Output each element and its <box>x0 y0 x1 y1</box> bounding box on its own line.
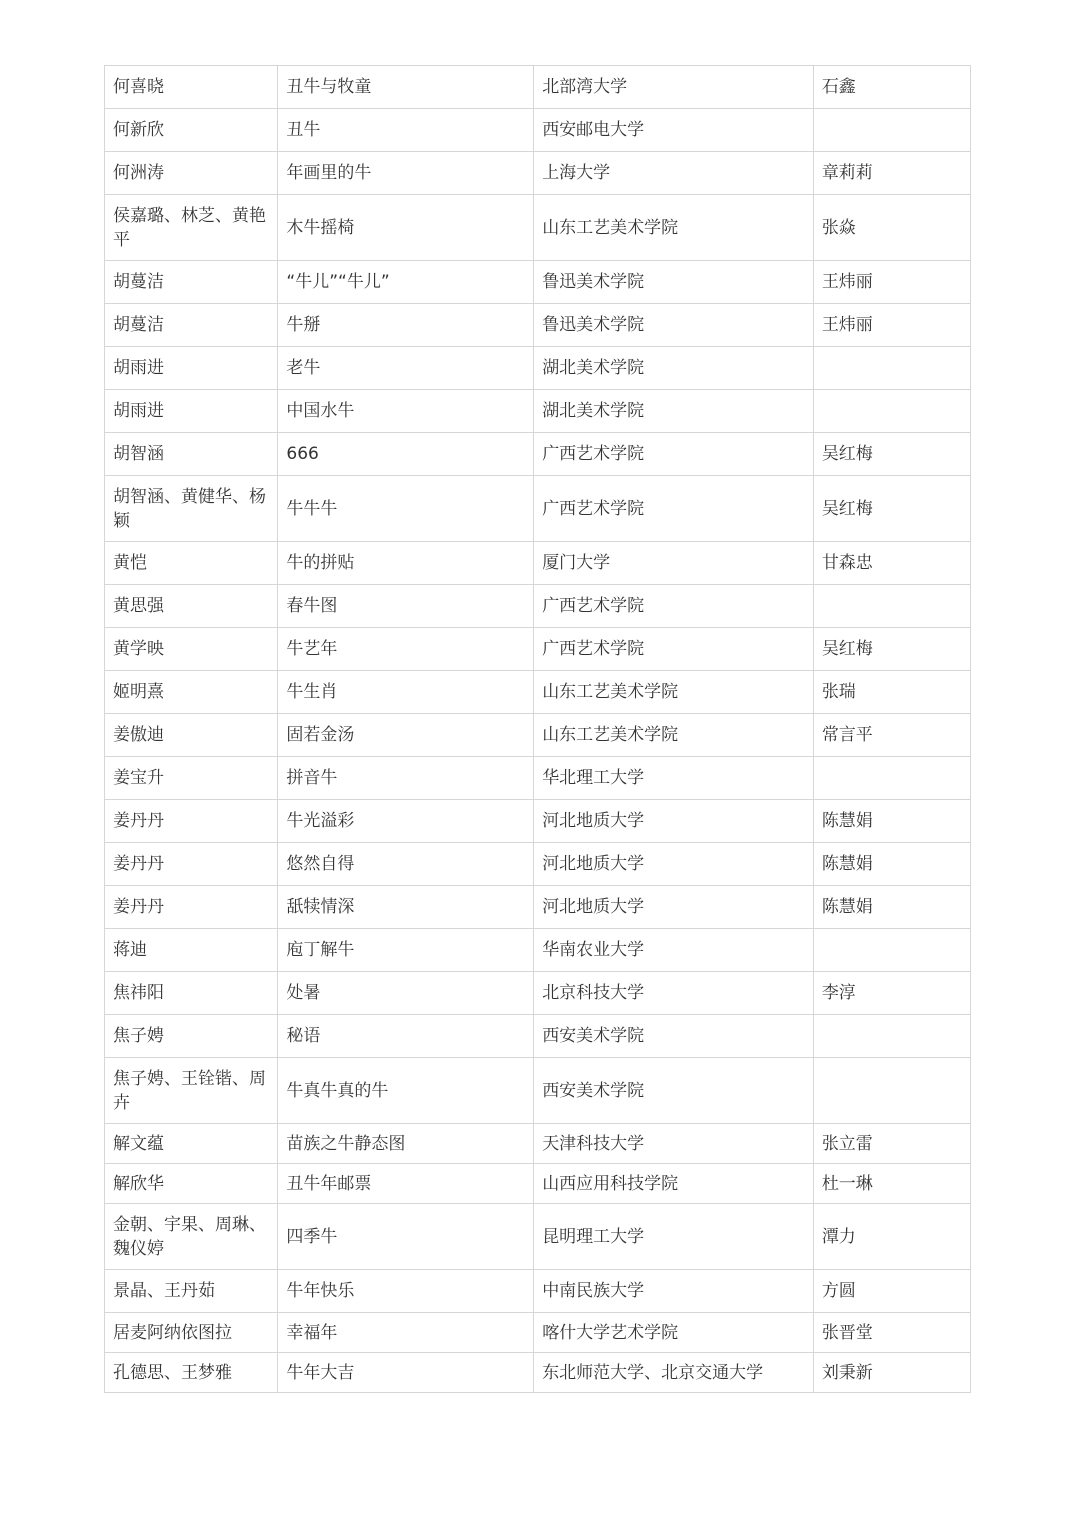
advisor-cell <box>813 1015 970 1058</box>
award-table-body <box>105 66 971 1393</box>
student-name-cell: 姜丹丹 <box>105 800 278 843</box>
advisor-cell <box>813 1058 970 1124</box>
advisor-cell: 张焱 <box>813 195 970 261</box>
student-name-cell: 黄恺 <box>105 542 278 585</box>
student-name-cell: 焦祎阳 <box>105 972 278 1015</box>
school-cell: 昆明理工大学 <box>534 1204 814 1270</box>
table-row <box>105 390 971 433</box>
advisor-cell <box>813 347 970 390</box>
advisor-cell: 吴红梅 <box>813 628 970 671</box>
school-cell: 湖北美术学院 <box>534 390 814 433</box>
table-row <box>105 628 971 671</box>
table-row <box>105 476 971 542</box>
work-title-cell: 四季牛 <box>278 1204 534 1270</box>
student-name-cell: 解文蕴 <box>105 1124 278 1164</box>
school-cell: 东北师范大学、北京交通大学 <box>534 1353 814 1393</box>
school-cell: 厦门大学 <box>534 542 814 585</box>
school-cell: 西安邮电大学 <box>534 109 814 152</box>
student-name-cell: 胡智涵、黄健华、杨颖 <box>105 476 278 542</box>
advisor-cell: 陈慧娟 <box>813 800 970 843</box>
work-title-cell: 丑牛与牧童 <box>278 66 534 109</box>
advisor-cell <box>813 929 970 972</box>
table-row <box>105 800 971 843</box>
advisor-cell: 王炜丽 <box>813 261 970 304</box>
table-row <box>105 671 971 714</box>
school-cell: 上海大学 <box>534 152 814 195</box>
advisor-cell: 张晋堂 <box>813 1313 970 1353</box>
work-title-cell: 中国水牛 <box>278 390 534 433</box>
advisor-cell: 陈慧娟 <box>813 843 970 886</box>
school-cell: 湖北美术学院 <box>534 347 814 390</box>
table-row <box>105 972 971 1015</box>
table-row <box>105 1058 971 1124</box>
work-title-cell: 牛光溢彩 <box>278 800 534 843</box>
school-cell: 河北地质大学 <box>534 886 814 929</box>
table-row <box>105 66 971 109</box>
school-cell: 山东工艺美术学院 <box>534 195 814 261</box>
student-name-cell: 姜宝升 <box>105 757 278 800</box>
table-row <box>105 585 971 628</box>
work-title-cell: 悠然自得 <box>278 843 534 886</box>
student-name-cell: 景晶、王丹茹 <box>105 1270 278 1313</box>
school-cell: 西安美术学院 <box>534 1015 814 1058</box>
student-name-cell: 姜丹丹 <box>105 886 278 929</box>
advisor-cell <box>813 109 970 152</box>
advisor-cell <box>813 585 970 628</box>
advisor-cell: 方圆 <box>813 1270 970 1313</box>
student-name-cell: 胡雨进 <box>105 347 278 390</box>
table-row <box>105 1353 971 1393</box>
table-row <box>105 1164 971 1204</box>
advisor-cell <box>813 757 970 800</box>
work-title-cell: 春牛图 <box>278 585 534 628</box>
table-row <box>105 1270 971 1313</box>
advisor-cell: 李淳 <box>813 972 970 1015</box>
student-name-cell: 孔德思、王梦雅 <box>105 1353 278 1393</box>
school-cell: 北京科技大学 <box>534 972 814 1015</box>
advisor-cell: 吴红梅 <box>813 476 970 542</box>
advisor-cell: 杜一琳 <box>813 1164 970 1204</box>
advisor-cell: 王炜丽 <box>813 304 970 347</box>
advisor-cell: 石鑫 <box>813 66 970 109</box>
work-title-cell: 年画里的牛 <box>278 152 534 195</box>
advisor-cell <box>813 390 970 433</box>
school-cell: 广西艺术学院 <box>534 476 814 542</box>
table-row <box>105 843 971 886</box>
student-name-cell: 何喜晓 <box>105 66 278 109</box>
school-cell: 天津科技大学 <box>534 1124 814 1164</box>
student-name-cell: 胡雨进 <box>105 390 278 433</box>
table-row <box>105 304 971 347</box>
work-title-cell: 固若金汤 <box>278 714 534 757</box>
table-row <box>105 195 971 261</box>
work-title-cell: 牛年快乐 <box>278 1270 534 1313</box>
advisor-cell: 张瑞 <box>813 671 970 714</box>
school-cell: 中南民族大学 <box>534 1270 814 1313</box>
table-row <box>105 886 971 929</box>
school-cell: 河北地质大学 <box>534 843 814 886</box>
student-name-cell: 黄学映 <box>105 628 278 671</box>
work-title-cell: 苗族之牛静态图 <box>278 1124 534 1164</box>
table-row <box>105 1313 971 1353</box>
work-title-cell: 木牛摇椅 <box>278 195 534 261</box>
work-title-cell: 拼音牛 <box>278 757 534 800</box>
table-row <box>105 542 971 585</box>
school-cell: 广西艺术学院 <box>534 585 814 628</box>
school-cell: 山西应用科技学院 <box>534 1164 814 1204</box>
table-row <box>105 1015 971 1058</box>
school-cell: 鲁迅美术学院 <box>534 261 814 304</box>
advisor-cell: 章莉莉 <box>813 152 970 195</box>
student-name-cell: 姬明熹 <box>105 671 278 714</box>
student-name-cell: 姜傲迪 <box>105 714 278 757</box>
work-title-cell: 666 <box>278 433 534 476</box>
table-row <box>105 1204 971 1270</box>
advisor-cell: 甘森忠 <box>813 542 970 585</box>
school-cell: 河北地质大学 <box>534 800 814 843</box>
student-name-cell: 侯嘉璐、林芝、黄艳平 <box>105 195 278 261</box>
school-cell: 华北理工大学 <box>534 757 814 800</box>
advisor-cell: 潭力 <box>813 1204 970 1270</box>
table-row <box>105 261 971 304</box>
work-title-cell: 牛的拼贴 <box>278 542 534 585</box>
student-name-cell: 黄思强 <box>105 585 278 628</box>
school-cell: 西安美术学院 <box>534 1058 814 1124</box>
school-cell: 山东工艺美术学院 <box>534 671 814 714</box>
work-title-cell: 牛艺年 <box>278 628 534 671</box>
work-title-cell: 庖丁解牛 <box>278 929 534 972</box>
student-name-cell: 蒋迪 <box>105 929 278 972</box>
work-title-cell: “牛儿”“牛儿” <box>278 261 534 304</box>
award-table <box>104 65 971 1393</box>
work-title-cell: 老牛 <box>278 347 534 390</box>
work-title-cell: 秘语 <box>278 1015 534 1058</box>
school-cell: 华南农业大学 <box>534 929 814 972</box>
school-cell: 喀什大学艺术学院 <box>534 1313 814 1353</box>
work-title-cell: 牛牛牛 <box>278 476 534 542</box>
advisor-cell: 刘秉新 <box>813 1353 970 1393</box>
table-row <box>105 347 971 390</box>
table-row <box>105 109 971 152</box>
table-row <box>105 929 971 972</box>
advisor-cell: 吴红梅 <box>813 433 970 476</box>
school-cell: 广西艺术学院 <box>534 433 814 476</box>
student-name-cell: 胡蔓洁 <box>105 304 278 347</box>
student-name-cell: 姜丹丹 <box>105 843 278 886</box>
table-row <box>105 433 971 476</box>
table-row <box>105 714 971 757</box>
work-title-cell: 幸福年 <box>278 1313 534 1353</box>
student-name-cell: 金朝、宇果、周琳、魏仪婷 <box>105 1204 278 1270</box>
table-row <box>105 757 971 800</box>
work-title-cell: 牛掰 <box>278 304 534 347</box>
school-cell: 广西艺术学院 <box>534 628 814 671</box>
advisor-cell: 常言平 <box>813 714 970 757</box>
student-name-cell: 胡智涵 <box>105 433 278 476</box>
work-title-cell: 牛生肖 <box>278 671 534 714</box>
student-name-cell: 焦子娉、王铨锴、周卉 <box>105 1058 278 1124</box>
work-title-cell: 牛真牛真的牛 <box>278 1058 534 1124</box>
work-title-cell: 舐犊情深 <box>278 886 534 929</box>
advisor-cell: 陈慧娟 <box>813 886 970 929</box>
student-name-cell: 居麦阿纳依图拉 <box>105 1313 278 1353</box>
student-name-cell: 何新欣 <box>105 109 278 152</box>
table-row <box>105 1124 971 1164</box>
student-name-cell: 解欣华 <box>105 1164 278 1204</box>
advisor-cell: 张立雷 <box>813 1124 970 1164</box>
table-row <box>105 152 971 195</box>
student-name-cell: 焦子娉 <box>105 1015 278 1058</box>
school-cell: 鲁迅美术学院 <box>534 304 814 347</box>
work-title-cell: 处暑 <box>278 972 534 1015</box>
school-cell: 山东工艺美术学院 <box>534 714 814 757</box>
work-title-cell: 牛年大吉 <box>278 1353 534 1393</box>
school-cell: 北部湾大学 <box>534 66 814 109</box>
student-name-cell: 何洲涛 <box>105 152 278 195</box>
work-title-cell: 丑牛年邮票 <box>278 1164 534 1204</box>
work-title-cell: 丑牛 <box>278 109 534 152</box>
student-name-cell: 胡蔓洁 <box>105 261 278 304</box>
